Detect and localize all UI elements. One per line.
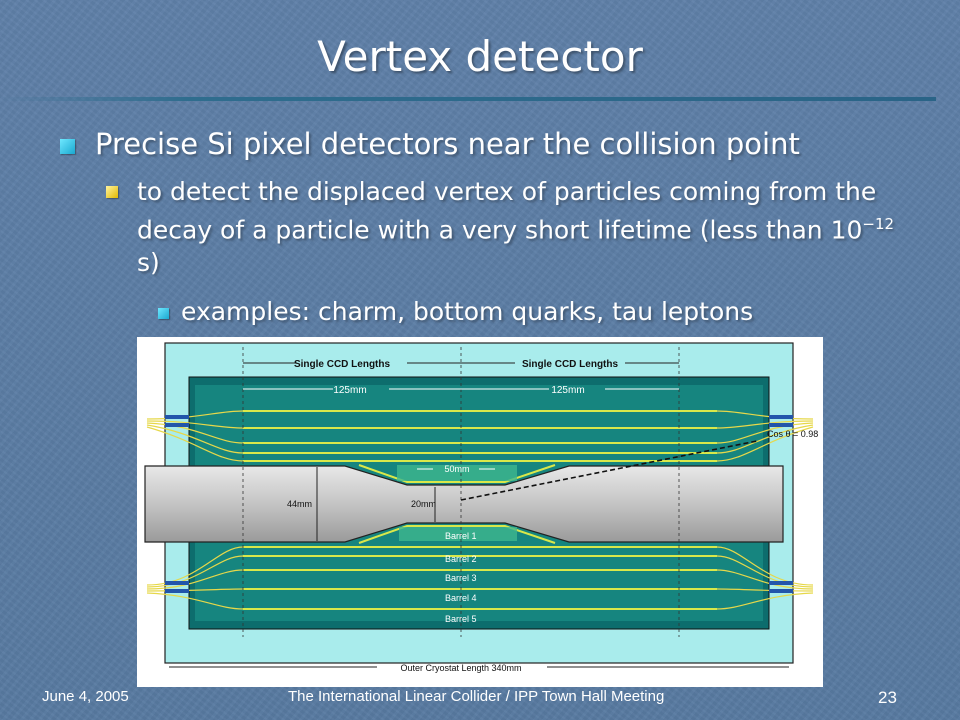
len-left-label: 125mm xyxy=(333,385,367,396)
bullet-level2-text xyxy=(137,175,906,279)
dim-44-label: 44mm xyxy=(287,499,313,509)
bullet-level3-text: examples: charm, bottom quarks, tau leptons xyxy=(181,297,754,326)
exponent: −12 xyxy=(862,215,895,233)
dim-20-label: 20mm xyxy=(411,499,437,509)
bullet-level2-text-main: to detect the displaced vertex of particles coming from the decay of a particle with a very short lifetime (less than 10 xyxy=(137,177,877,245)
title-underline xyxy=(0,97,936,101)
single-ccd-right-label: Single CCD Lengths xyxy=(521,359,619,370)
bullet-level1-text: Precise Si pixel detectors near the collision point xyxy=(95,127,800,161)
footer-meeting: The International Linear Collider / IPP Town Hall Meeting xyxy=(288,688,665,705)
bullet-level2 xyxy=(106,175,906,279)
slide-title: Vertex detector xyxy=(317,32,643,81)
bullet-level2-text-end: s) xyxy=(137,248,160,278)
cos-theta-label: Cos θ = 0.98 xyxy=(767,429,819,439)
barrel-5-label: Barrel 5 xyxy=(445,614,477,624)
yellow-square-bullet-icon xyxy=(106,186,118,198)
cyan-square-bullet-icon xyxy=(60,139,75,154)
bullet-level3 xyxy=(158,297,918,326)
barrel-4-label: Barrel 4 xyxy=(445,593,477,603)
cyan-small-bullet-icon xyxy=(158,308,169,319)
detector-schematic xyxy=(137,337,823,687)
vertex-detector-diagram xyxy=(137,337,823,687)
single-ccd-left-label: Single CCD Lengths xyxy=(293,359,391,370)
dim-50-label: 50mm xyxy=(444,464,470,474)
barrel-2-label: Barrel 2 xyxy=(445,554,477,564)
barrel-3-label: Barrel 3 xyxy=(445,573,477,583)
barrel-1-label: Barrel 1 xyxy=(445,531,477,541)
outer-length-label: Outer Cryostat Length 340mm xyxy=(400,663,522,673)
bullet-level1 xyxy=(60,127,940,161)
footer-date: June 4, 2005 xyxy=(42,688,129,705)
slide-number: 23 xyxy=(878,688,897,707)
len-right-label: 125mm xyxy=(551,385,585,396)
